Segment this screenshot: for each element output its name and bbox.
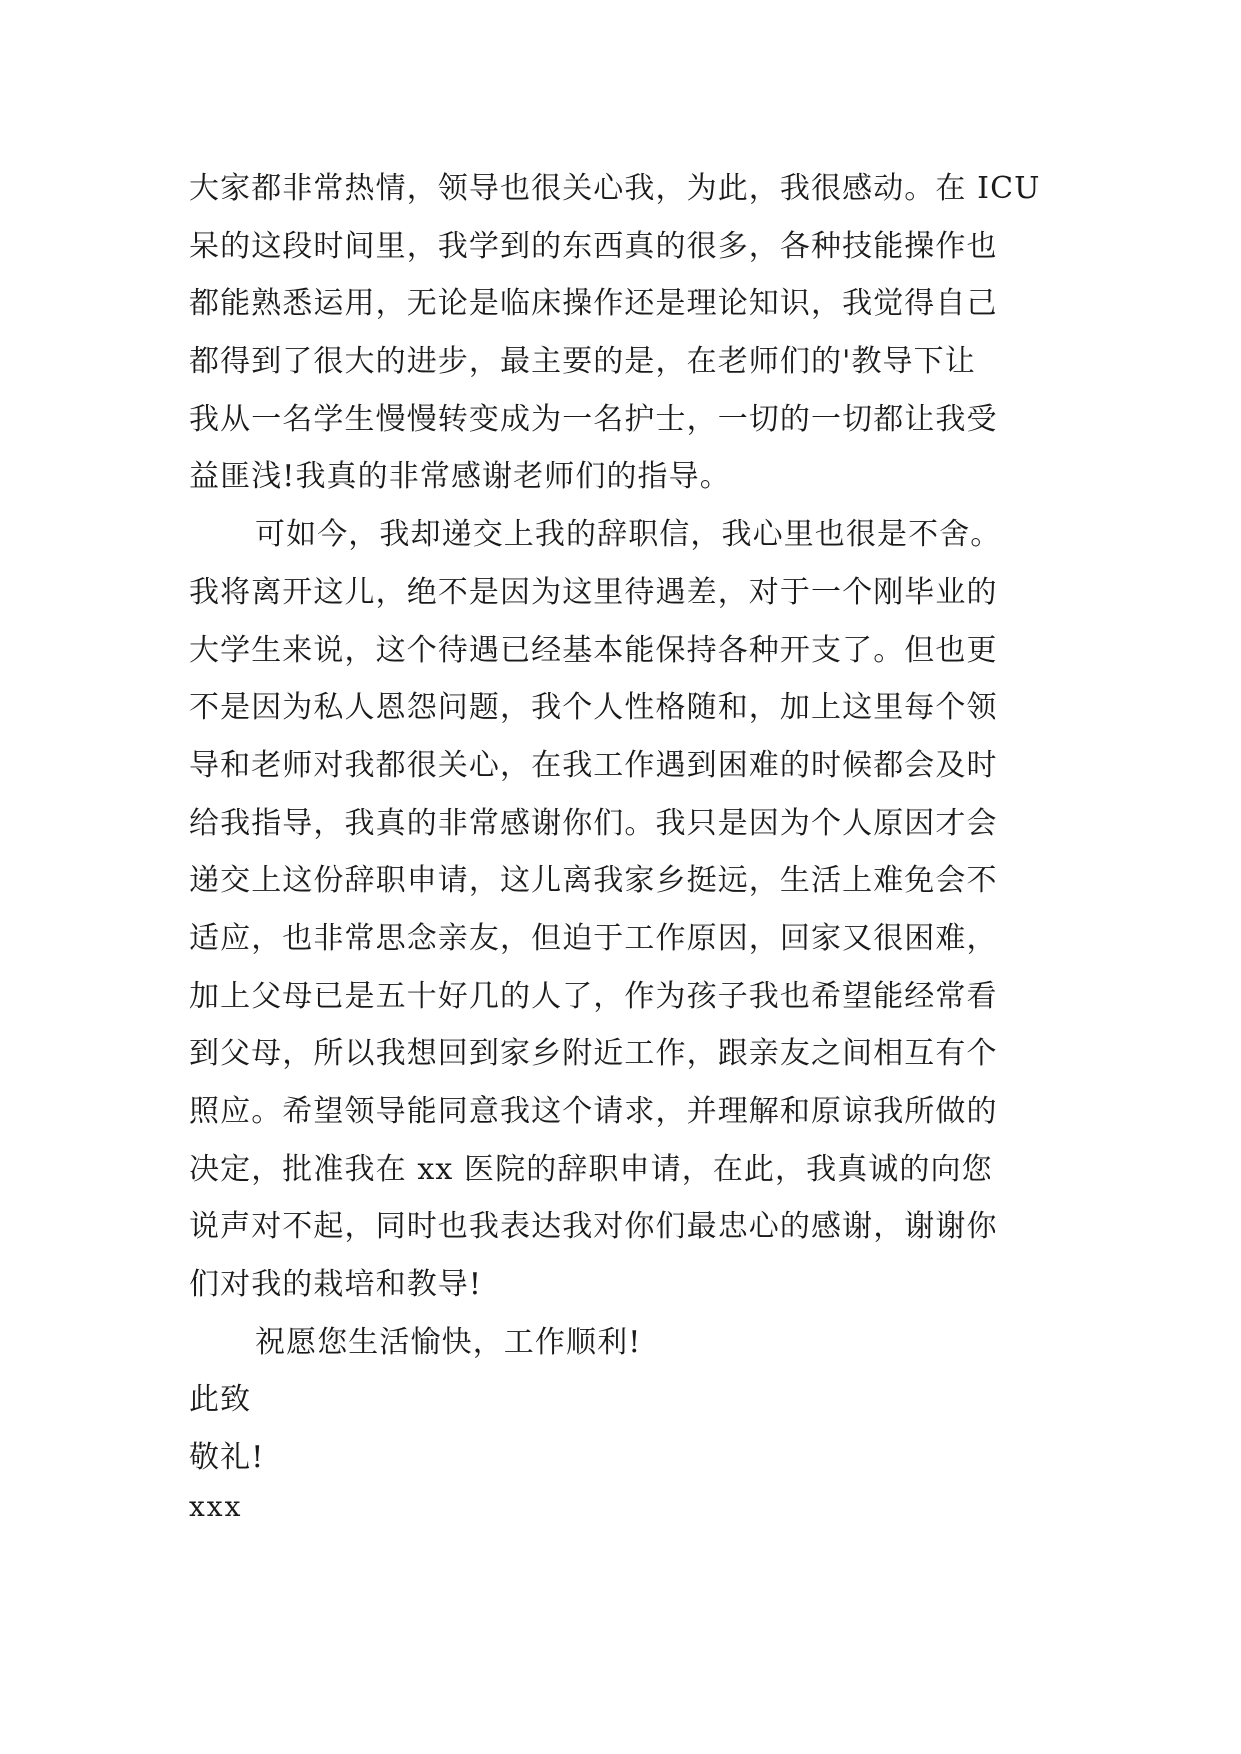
text-line: 决定，批准我在 xx 医院的辞职申请，在此，我真诚的向您 — [189, 1151, 993, 1187]
text-line: 大家都非常热情，领导也很关心我，为此，我很感动。在 ICU — [189, 171, 1041, 206]
closing-regards: 敬礼! — [189, 1440, 265, 1476]
text-line: 都得到了很大的进步，最主要的是，在老师们的'教导下让 — [189, 344, 976, 380]
text-line: 到父母，所以我想回到家乡附近工作，跟亲友之间相互有个 — [189, 1036, 998, 1072]
text-line: 益匪浅!我真的非常感谢老师们的指导。 — [189, 459, 731, 495]
text-line: 适应，也非常思念亲友，但迫于工作原因，回家又很困难， — [189, 920, 998, 956]
text-line: 导和老师对我都很关心，在我工作遇到困难的时候都会及时 — [189, 747, 998, 783]
text-line: 大学生来说，这个待遇已经基本能保持各种开支了。但也更 — [189, 632, 998, 668]
text-line: 给我指导，我真的非常感谢你们。我只是因为个人原因才会 — [189, 805, 998, 841]
paragraph-gratitude — [189, 160, 1069, 506]
text-line: 加上父母已是五十好几的人了，作为孩子我也希望能经常看 — [189, 978, 998, 1014]
wish-line: 祝愿您生活愉快，工作顺利! — [255, 1324, 642, 1360]
text-line: 可如今，我却递交上我的辞职信，我心里也很是不舍。 — [255, 517, 1002, 553]
text-line: 我将离开这儿，绝不是因为这里待遇差，对于一个刚毕业的 — [189, 574, 998, 610]
text-line: 们对我的栽培和教导! — [189, 1267, 483, 1303]
text-line: 递交上这份辞职申请，这儿离我家乡挺远，生活上难免会不 — [189, 863, 998, 899]
paragraph-resignation-reason — [189, 506, 1069, 1314]
closing-salutation: 此致 — [189, 1382, 252, 1418]
text-line: 都能熟悉运用，无论是临床操作还是理论知识，我觉得自己 — [189, 286, 998, 322]
text-line: 我从一名学生慢慢转变成为一名护士，一切的一切都让我受 — [189, 401, 998, 437]
signature: xxx — [189, 1490, 243, 1523]
letter-body — [189, 160, 1069, 1487]
text-line: 呆的这段时间里，我学到的东西真的很多，各种技能操作也 — [189, 228, 998, 264]
text-line: 照应。希望领导能同意我这个请求，并理解和原谅我所做的 — [189, 1094, 998, 1129]
text-line: 不是因为私人恩怨问题，我个人性格随和，加上这里每个领 — [189, 690, 998, 726]
text-line: 说声对不起，同时也我表达我对你们最忠心的感谢，谢谢你 — [189, 1209, 998, 1245]
